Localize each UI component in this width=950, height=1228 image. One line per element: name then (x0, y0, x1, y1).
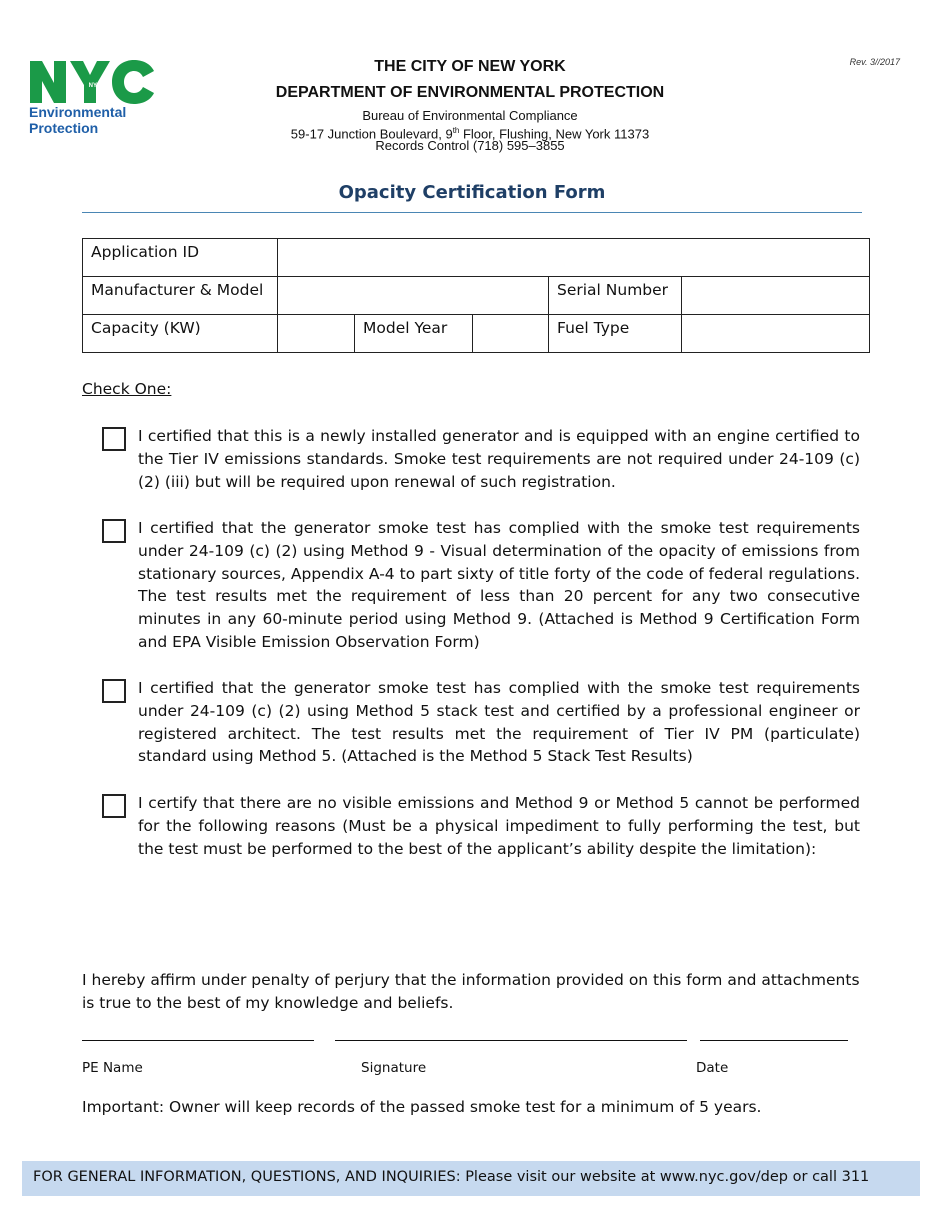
pe-name-label: PE Name (82, 1060, 143, 1076)
capacity-field[interactable] (278, 315, 355, 353)
option-2-text: I certified that the generator smoke test has complied with the smoke test requirements under 24-109 (c) (2) using Method 9 - Visual determination of the opacity of emissions from stationary sources, Appendix A-4 to part sixty of title forty of the code of federal regulations. The test results met the requirement of less than 20 percent for any two consecutive minutes in any 60-minute period using Method 9. (Attached is Method 9 Certification Form and EPA Visible Emission Observation Form) (138, 519, 860, 651)
option-4-text: I certify that there are no visible emissions and Method 9 or Method 5 cannot be performed for the following reasons (Must be a physical impediment to fully performing the test, but the test must be performed to the best of the applicant’s ability despite the limitation): (138, 794, 860, 858)
option-1-checkbox[interactable] (102, 427, 126, 451)
form-title: Opacity Certification Form (338, 182, 606, 203)
pe-name-line[interactable] (82, 1040, 314, 1041)
footer-banner (22, 1161, 920, 1196)
affirmation-text: I hereby affirm under penalty of perjury that the information provided on this form and attachments is true to the best of my knowledge and beliefs. (82, 971, 860, 1012)
date-line[interactable] (700, 1040, 848, 1041)
footer-text: FOR GENERAL INFORMATION, QUESTIONS, AND INQUIRIES: Please visit our website at www.nyc.gov/dep or call 311 (33, 1169, 870, 1185)
application-id-label: Application ID (83, 239, 278, 277)
logo-wordmark (29, 104, 126, 136)
fuel-type-field[interactable] (682, 315, 870, 353)
fuel-type-label: Fuel Type (549, 315, 682, 353)
signature-label: Signature (361, 1060, 427, 1076)
serial-number-label: Serial Number (549, 277, 682, 315)
option-3-checkbox[interactable] (102, 679, 126, 703)
table-row (83, 239, 870, 277)
title-divider (82, 212, 862, 213)
address-sup: th (452, 126, 460, 135)
option-2-checkbox[interactable] (102, 519, 126, 543)
application-info-table (82, 238, 870, 353)
header-department: DEPARTMENT OF ENVIRONMENTAL PROTECTION (275, 84, 665, 101)
table-row (83, 277, 870, 315)
table-row (83, 315, 870, 353)
option-1-text: I certified that this is a newly installed generator and is equipped with an engine certified to the Tier IV emissions standards. Smoke test requirements are not required under 24-109 (c) (2) (iii) but will be required upon renewal of such registration. (138, 427, 860, 491)
model-year-label: Model Year (355, 315, 473, 353)
address-part1: 59-17 Junction Boulevard, 9 (290, 126, 453, 142)
option-3-text: I certified that the generator smoke test has complied with the smoke test requirements under 24-109 (c) (2) using Method 5 stack test and certified by a professional engineer or registered architect. The test results met the requirement of Tier IV PM (particulate) standard using Method 5. (Attached is the Method 5 Stack Test Results) (138, 679, 860, 766)
logo-line2: Protection (29, 120, 99, 136)
option-4-checkbox[interactable] (102, 794, 126, 818)
header-city: THE CITY OF NEW YORK (374, 58, 566, 75)
nyc-logo-mark (28, 57, 162, 105)
logo-line1: Environmental (29, 104, 127, 120)
header-bureau: Bureau of Environmental Compliance (362, 108, 578, 123)
manufacturer-model-label: Manufacturer & Model (83, 277, 278, 315)
check-one-label: Check One: (82, 380, 172, 398)
date-label: Date (696, 1060, 729, 1076)
application-id-field[interactable] (278, 239, 870, 277)
header-records: Records Control (718) 595–3855 (375, 138, 565, 153)
signature-line[interactable] (335, 1040, 687, 1041)
manufacturer-model-field[interactable] (278, 277, 549, 315)
serial-number-field[interactable] (682, 277, 870, 315)
logo-letters: NYC (88, 83, 102, 89)
important-note: Important: Owner will keep records of the passed smoke test for a minimum of 5 years. (82, 1098, 762, 1116)
address-part2: Floor, Flushing, New York 11373 (459, 126, 650, 142)
revision-label: Rev. 3//2017 (849, 57, 900, 67)
capacity-label: Capacity (KW) (83, 315, 278, 353)
model-year-field[interactable] (473, 315, 549, 353)
